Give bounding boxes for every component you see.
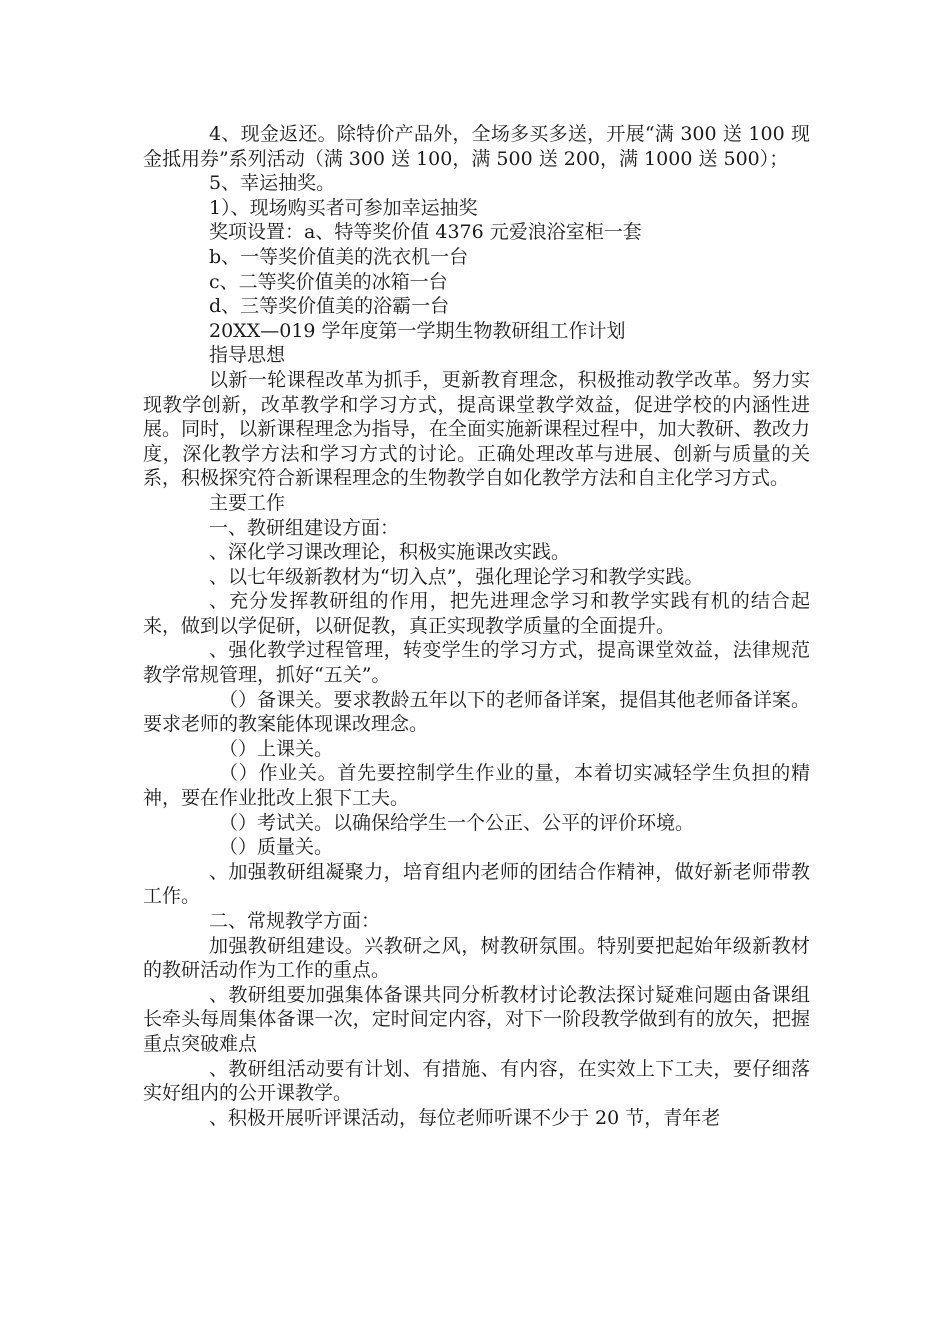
paragraph: 、教研组活动要有计划、有措施、有内容，在实效上下工夫，要仔细落实好组内的公开课教学。 (143, 1057, 810, 1105)
paragraph: （）考试关。以确保给学生一个公正、公平的评价环境。 (219, 811, 695, 834)
paragraph: b、一等奖价值美的洗衣机一台 (209, 245, 469, 268)
paragraph: 、以七年级新教材为“切入点”，强化理论学习和教学实践。 (209, 565, 704, 588)
paragraph: 、强化教学过程管理，转变学生的学习方式，提高课堂效益，法律规范教学常规管理，抓好“五关”。 (143, 639, 810, 687)
paragraph: 加强教研组建设。兴教研之风，树教研氛围。特别要把起始年级新教材的教研活动作为工作的重点。 (143, 934, 810, 982)
paragraph: d、三等奖价值美的浴霸一台 (209, 295, 450, 318)
paragraph: 1）、现场购买者可参加幸运抽奖 (209, 196, 478, 219)
paragraph: （）上课关。 (219, 737, 334, 760)
document-body (143, 122, 810, 1130)
paragraph: 主要工作 (209, 491, 286, 514)
paragraph: 二、常规教学方面： (209, 910, 381, 932)
paragraph: 20XX—019 学年度第一学期生物教研组工作计划 (209, 319, 626, 342)
paragraph: （）作业关。首先要控制学生作业的量，本着切实减轻学生负担的精神，要在作业批改上狠下工夫。 (143, 762, 810, 810)
paragraph: （）质量关。 (219, 836, 334, 859)
paragraph: 5、幸运抽奖。 (209, 172, 336, 195)
paragraph: （）备课关。要求教龄五年以下的老师备详案，提倡其他老师备详案。要求老师的教案能体现课改理念。 (143, 688, 810, 736)
paragraph: 指导思想 (209, 344, 286, 367)
paragraph: 4、现金返还。除特价产品外，全场多买多送，开展“满 300 送 100 现金抵用券”系列活动（满 300 送 100，满 500 送 200，满 1000 送 500）； (143, 123, 810, 170)
paragraph: 、深化学习课改理论，积极实施课改实践。 (209, 541, 571, 564)
paragraph: 以新一轮课程改革为抓手，更新教育理念，积极推动教学改革。努力实现教学创新，改革教学和学习方式，提高课堂教学效益，促进学校的内涵性进展。同时，以新课程理念为指导，在全面实施新课程过程中，加大教研、教改力度，深化教学方法和学习方式的讨论。正确处理改革与进展、创新与质量的关系，积极探究符合新课程理念的生物教学自如化教学方法和自主化学习方式。 (143, 368, 810, 490)
paragraph: 、积极开展听评课活动，每位老师听课不少于 20 节，青年老 (209, 1106, 721, 1129)
paragraph: 奖项设置：a、特等奖价值 4376 元爱浪浴室柜一套 (209, 221, 642, 244)
paragraph: 、加强教研组凝聚力，培育组内老师的团结合作精神，做好新老师带教工作。 (143, 860, 810, 908)
paragraph: c、二等奖价值美的冰箱一台 (209, 270, 448, 293)
paragraph: 、教研组要加强集体备课共同分析教材讨论教法探讨疑难问题由备课组长牵头每周集体备课一次，定时间定内容，对下一阶段教学做到有的放矢，把握重点突破难点 (143, 983, 810, 1055)
paragraph: 、充分发挥教研组的作用，把先进理念学习和教学实践有机的结合起来，做到以学促研，以研促教，真正实现教学质量的全面提升。 (143, 590, 810, 637)
paragraph: 一、教研组建设方面： (209, 516, 400, 539)
